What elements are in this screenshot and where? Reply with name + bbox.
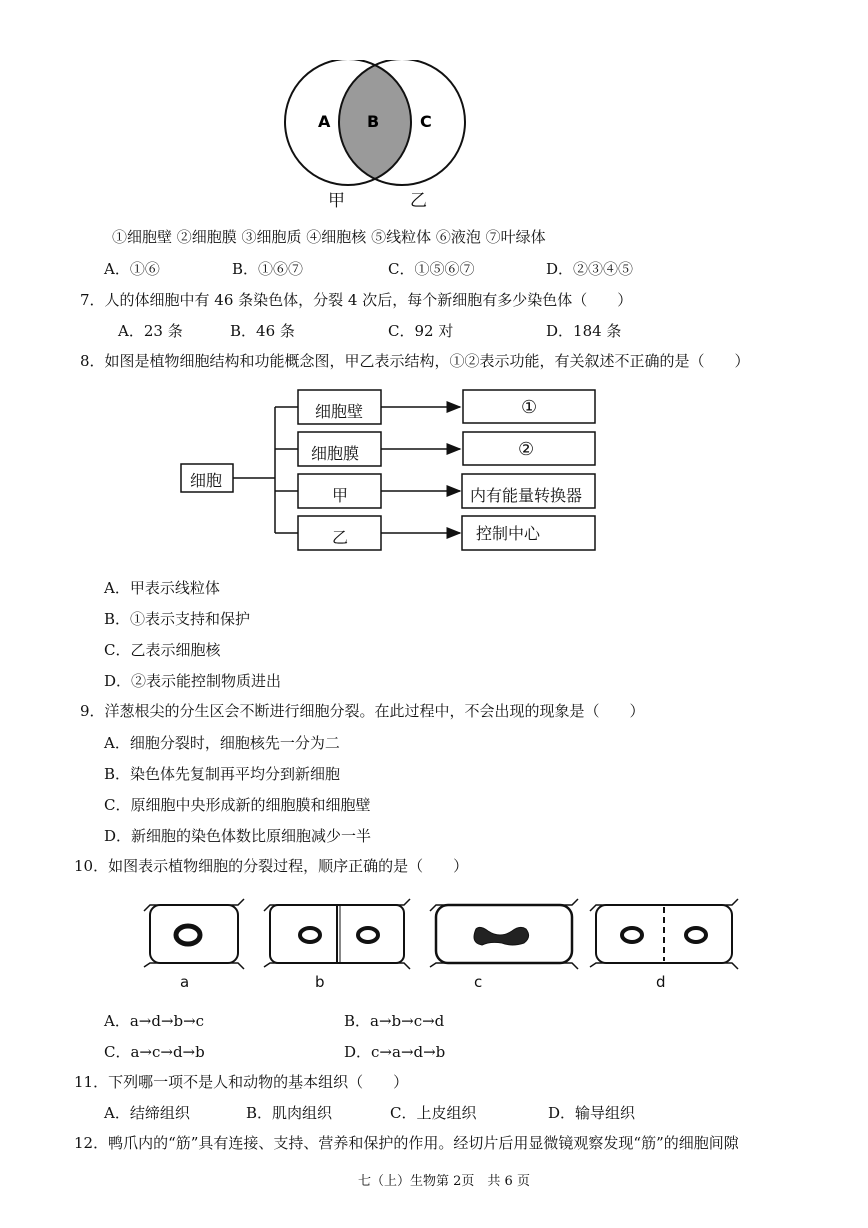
cell-division-figure	[140, 895, 740, 975]
concept-root-label: 细胞	[190, 471, 223, 490]
q9-option-c: C．原细胞中央形成新的细胞膜和细胞壁	[104, 796, 371, 814]
cell-label-d: d	[656, 973, 666, 991]
cell-label-a: a	[180, 973, 190, 991]
venn-label-c: C	[420, 112, 432, 131]
cell-b	[264, 899, 410, 969]
q8-option-b: B．①表示支持和保护	[104, 610, 251, 628]
concept-left-label-4: 乙	[332, 528, 349, 547]
q7-option-c: C．92 对	[388, 322, 454, 340]
venn-caption-yi: 乙	[410, 191, 427, 211]
q6-option-b: B．①⑥⑦	[232, 260, 304, 278]
concept-right-label-2: ②	[518, 439, 535, 460]
concept-right-label-4: 控制中心	[476, 524, 541, 543]
cell-label-b: b	[315, 973, 325, 991]
q7-option-a: A．23 条	[118, 322, 183, 340]
q8-option-d: D．②表示能控制物质进出	[104, 672, 282, 690]
concept-left-label-2: 细胞膜	[311, 444, 360, 463]
venn-diagram	[280, 60, 470, 210]
q8-stem: 8．如图是植物细胞结构和功能概念图，甲乙表示结构，①②表示功能，有关叙述不正确的是（ ）	[80, 352, 750, 370]
q11-stem: 11．下列哪一项不是人和动物的基本组织（ ）	[74, 1073, 409, 1091]
q10-option-d: D．c→a→d→b	[344, 1043, 446, 1061]
q10-option-c: C．a→c→d→b	[104, 1043, 205, 1061]
q6-structures: ①细胞壁 ②细胞膜 ③细胞质 ④细胞核 ⑤线粒体 ⑥液泡 ⑦叶绿体	[112, 228, 546, 246]
q12-stem: 12．鸭爪内的“筋”具有连接、支持、营养和保护的作用。经切片后用显微镜观察发现“筋”的细胞间隙	[74, 1134, 739, 1152]
q8-option-a: A．甲表示线粒体	[104, 579, 220, 597]
q9-option-d: D．新细胞的染色体数比原细胞减少一半	[104, 827, 372, 845]
q6-option-c: C．①⑤⑥⑦	[388, 260, 475, 278]
q11-option-c: C．上皮组织	[390, 1104, 477, 1122]
q8-option-c: C．乙表示细胞核	[104, 641, 221, 659]
q9-stem: 9．洋葱根尖的分生区会不断进行细胞分裂。在此过程中，不会出现的现象是（ ）	[80, 702, 645, 720]
q9-option-a: A．细胞分裂时，细胞核先一分为二	[104, 734, 340, 752]
q11-option-d: D．输导组织	[548, 1104, 636, 1122]
q7-option-b: B．46 条	[230, 322, 295, 340]
cell-a	[144, 899, 244, 969]
q9-option-b: B．染色体先复制再平均分到新细胞	[104, 765, 341, 783]
q10-stem: 10．如图表示植物细胞的分裂过程，顺序正确的是（ ）	[74, 857, 469, 875]
venn-caption-jia: 甲	[328, 191, 345, 211]
concept-left-label-1: 细胞壁	[315, 402, 364, 421]
cell-c	[430, 899, 578, 969]
q7-option-d: D．184 条	[546, 322, 622, 340]
cell-label-c: c	[474, 973, 483, 991]
page-footer: 七（上）生物第 2页 共 6 页	[358, 1174, 530, 1189]
q6-option-d: D．②③④⑤	[546, 260, 634, 278]
venn-label-b: B	[367, 112, 380, 131]
q10-option-a: A．a→d→b→c	[104, 1012, 205, 1030]
concept-right-label-1: ①	[521, 397, 538, 418]
q11-option-b: B．肌肉组织	[246, 1104, 333, 1122]
q11-option-a: A．结缔组织	[104, 1104, 190, 1122]
concept-left-label-3: 甲	[332, 486, 349, 505]
q7-stem: 7．人的体细胞中有 46 条染色体，分裂 4 次后，每个新细胞有多少染色体（ ）	[80, 291, 633, 309]
concept-right-label-3: 内有能量转换器	[470, 486, 583, 505]
cell-d	[590, 899, 738, 969]
q6-option-a: A．①⑥	[104, 260, 160, 278]
concept-map	[178, 385, 608, 555]
q10-option-b: B．a→b→c→d	[344, 1012, 445, 1030]
venn-label-a: A	[318, 112, 331, 131]
